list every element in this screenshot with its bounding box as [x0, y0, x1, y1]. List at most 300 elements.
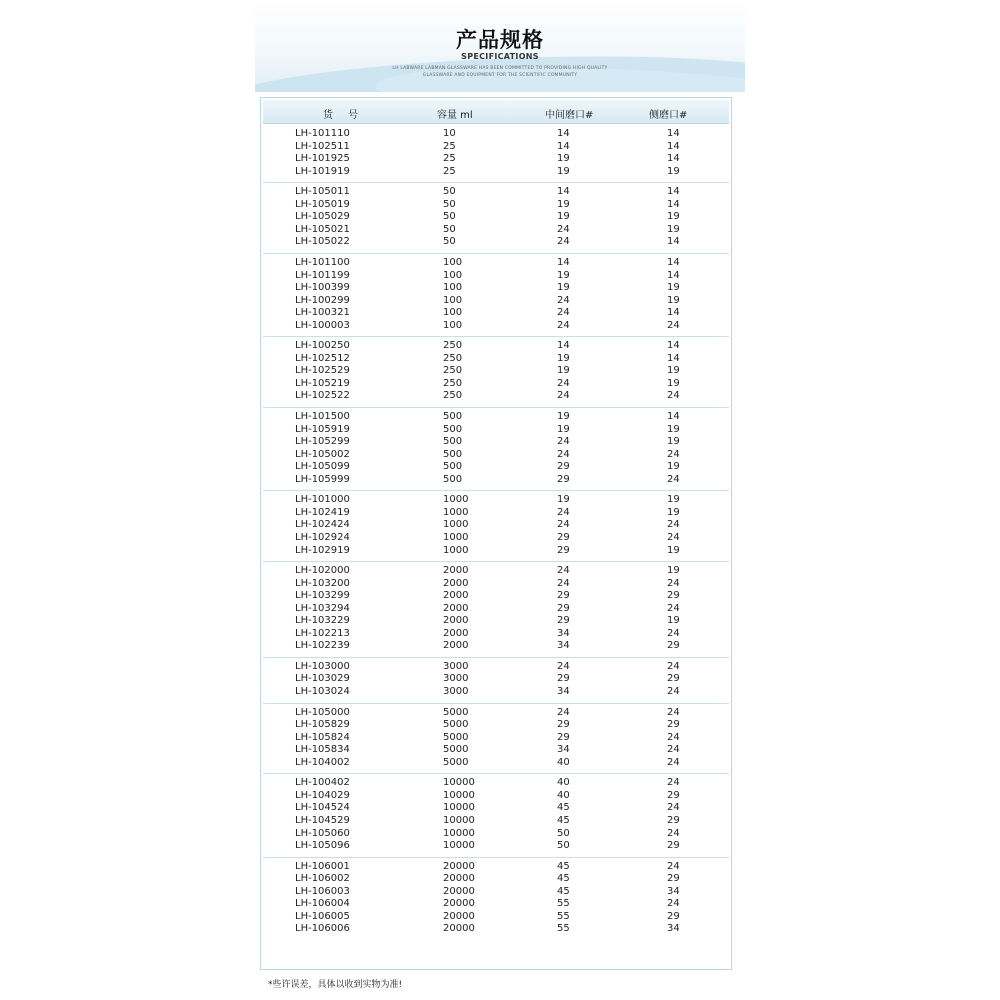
cell-center-joint: 14 [557, 256, 570, 268]
cell-item-number: LH-102000 [295, 565, 350, 577]
group-divider [263, 407, 729, 408]
cell-side-joint: 19 [667, 294, 680, 306]
table-header-row [263, 100, 729, 124]
table-row [261, 307, 731, 320]
cell-item-number: LH-102919 [295, 544, 350, 556]
cell-center-joint: 40 [557, 777, 570, 789]
cell-side-joint: 14 [667, 256, 680, 268]
cell-center-joint: 55 [557, 923, 570, 935]
cell-side-joint: 29 [667, 840, 680, 852]
cell-item-number: LH-105029 [295, 211, 350, 223]
table-row [261, 449, 731, 462]
table-row [261, 224, 731, 237]
cell-capacity: 25 [443, 165, 456, 177]
cell-side-joint: 19 [667, 365, 680, 377]
cell-capacity: 5000 [443, 744, 469, 756]
cell-side-joint: 24 [667, 827, 680, 839]
cell-side-joint: 19 [667, 506, 680, 518]
cell-center-joint: 50 [557, 827, 570, 839]
cell-side-joint: 14 [667, 140, 680, 152]
cell-center-joint: 19 [557, 423, 570, 435]
cell-capacity: 5000 [443, 731, 469, 743]
cell-item-number: LH-105000 [295, 706, 350, 718]
cell-capacity: 50 [443, 211, 456, 223]
table-row [261, 828, 731, 841]
cell-side-joint: 14 [667, 269, 680, 281]
cell-center-joint: 34 [557, 744, 570, 756]
cell-capacity: 5000 [443, 706, 469, 718]
column-header-side-joint: 侧磨口# [649, 110, 688, 121]
cell-item-number: LH-104002 [295, 756, 350, 768]
group-divider [263, 490, 729, 491]
cell-center-joint: 19 [557, 198, 570, 210]
cell-item-number: LH-105824 [295, 731, 350, 743]
footnote: *些许误差，具体以收到实物为准! [268, 980, 403, 990]
cell-center-joint: 24 [557, 706, 570, 718]
cell-side-joint: 24 [667, 731, 680, 743]
cell-side-joint: 24 [667, 602, 680, 614]
cell-side-joint: 14 [667, 236, 680, 248]
cell-capacity: 500 [443, 411, 463, 422]
cell-side-joint: 24 [667, 390, 680, 402]
table-row [261, 390, 731, 403]
cell-item-number: LH-105834 [295, 744, 350, 756]
cell-item-number: LH-103299 [295, 590, 350, 602]
cell-side-joint: 29 [667, 910, 680, 922]
cell-side-joint: 19 [667, 494, 680, 506]
cell-side-joint: 24 [667, 519, 680, 531]
cell-item-number: LH-100299 [295, 294, 350, 306]
cell-capacity: 250 [443, 390, 463, 402]
table-row [261, 320, 731, 333]
column-header-center-joint: 中间磨口# [545, 110, 594, 121]
cell-capacity: 1000 [443, 519, 469, 531]
cell-side-joint: 24 [667, 448, 680, 460]
cell-center-joint: 29 [557, 461, 570, 473]
cell-capacity: 250 [443, 377, 463, 389]
cell-capacity: 10000 [443, 827, 475, 839]
table-row [261, 211, 731, 224]
cell-center-joint: 24 [557, 436, 570, 448]
cell-capacity: 250 [443, 352, 463, 364]
cell-capacity: 1000 [443, 506, 469, 518]
cell-item-number: LH-102511 [295, 140, 350, 152]
cell-capacity: 1000 [443, 531, 469, 543]
cell-capacity: 10000 [443, 802, 475, 814]
cell-center-joint: 29 [557, 590, 570, 602]
cell-side-joint: 29 [667, 673, 680, 685]
cell-center-joint: 29 [557, 531, 570, 543]
cell-side-joint: 14 [667, 186, 680, 198]
cell-capacity: 100 [443, 282, 463, 294]
cell-side-joint: 24 [667, 660, 680, 672]
cell-capacity: 2000 [443, 627, 469, 639]
table-row [261, 199, 731, 212]
cell-center-joint: 29 [557, 473, 570, 485]
cell-side-joint: 29 [667, 640, 680, 652]
cell-item-number: LH-101919 [295, 165, 350, 177]
cell-center-joint: 19 [557, 365, 570, 377]
cell-center-joint: 55 [557, 910, 570, 922]
cell-capacity: 500 [443, 423, 463, 435]
cell-item-number: LH-101500 [295, 411, 350, 422]
cell-side-joint: 24 [667, 686, 680, 697]
table-row [261, 565, 731, 578]
cell-item-number: LH-105099 [295, 461, 350, 473]
cell-center-joint: 45 [557, 814, 570, 826]
cell-side-joint: 24 [667, 860, 680, 872]
cell-capacity: 100 [443, 294, 463, 306]
cell-capacity: 20000 [443, 910, 475, 922]
cell-center-joint: 50 [557, 840, 570, 852]
cell-capacity: 5000 [443, 719, 469, 731]
cell-center-joint: 24 [557, 236, 570, 248]
cell-item-number: LH-101000 [295, 494, 350, 506]
cell-center-joint: 19 [557, 211, 570, 223]
cell-item-number: LH-105019 [295, 198, 350, 210]
tagline-line-2: GLASSWARE AND EQUIPMENT FOR THE SCIENTIFIC COMMUNITY [422, 73, 578, 78]
cell-center-joint: 24 [557, 390, 570, 402]
cell-item-number: LH-100402 [295, 777, 350, 789]
table-row [261, 411, 731, 424]
cell-capacity: 10000 [443, 789, 475, 801]
cell-capacity: 2000 [443, 565, 469, 577]
cell-side-joint: 19 [667, 615, 680, 627]
cell-center-joint: 14 [557, 140, 570, 152]
cell-side-joint: 34 [667, 923, 680, 935]
cell-item-number: LH-103000 [295, 660, 350, 672]
group-divider [263, 657, 729, 658]
cell-item-number: LH-103029 [295, 673, 350, 685]
cell-side-joint: 29 [667, 590, 680, 602]
cell-capacity: 2000 [443, 590, 469, 602]
cell-item-number: LH-104029 [295, 789, 350, 801]
cell-item-number: LH-100399 [295, 282, 350, 294]
cell-capacity: 250 [443, 340, 463, 352]
cell-center-joint: 24 [557, 565, 570, 577]
cell-item-number: LH-106004 [295, 898, 350, 910]
cell-item-number: LH-105919 [295, 423, 350, 435]
cell-capacity: 10000 [443, 777, 475, 789]
table-row [261, 777, 731, 790]
cell-capacity: 50 [443, 223, 456, 235]
cell-item-number: LH-105002 [295, 448, 350, 460]
cell-capacity: 25 [443, 140, 456, 152]
cell-capacity: 500 [443, 448, 463, 460]
cell-side-joint: 19 [667, 565, 680, 577]
cell-side-joint: 14 [667, 198, 680, 210]
table-row [261, 166, 731, 179]
cell-side-joint: 19 [667, 377, 680, 389]
cell-item-number: LH-105011 [295, 186, 350, 198]
cell-item-number: LH-100250 [295, 340, 350, 352]
cell-capacity: 20000 [443, 860, 475, 872]
cell-item-number: LH-103294 [295, 602, 350, 614]
cell-capacity: 1000 [443, 494, 469, 506]
cell-capacity: 500 [443, 436, 463, 448]
cell-side-joint: 19 [667, 282, 680, 294]
table-row [261, 270, 731, 283]
cell-center-joint: 29 [557, 719, 570, 731]
cell-item-number: LH-102924 [295, 531, 350, 543]
cell-center-joint: 40 [557, 789, 570, 801]
cell-center-joint: 45 [557, 885, 570, 897]
cell-side-joint: 24 [667, 531, 680, 543]
cell-capacity: 50 [443, 198, 456, 210]
cell-center-joint: 24 [557, 319, 570, 331]
cell-item-number: LH-103024 [295, 686, 350, 697]
table-row [261, 640, 731, 653]
table-row [261, 295, 731, 308]
table-row [261, 186, 731, 199]
page-subtitle: SPECIFICATIONS [461, 52, 539, 61]
cell-side-joint: 14 [667, 128, 680, 139]
group-divider [263, 857, 729, 858]
cell-capacity: 2000 [443, 577, 469, 589]
tagline-line-1: LH LABWARE LABMAN GLASSWARE HAS BEEN COMMITTED TO PROVIDING HIGH QUALITY [392, 66, 608, 71]
table-row [261, 898, 731, 911]
cell-item-number: LH-104529 [295, 814, 350, 826]
table-row [261, 507, 731, 520]
cell-capacity: 100 [443, 307, 463, 319]
table-row [261, 802, 731, 815]
cell-capacity: 50 [443, 236, 456, 248]
cell-item-number: LH-103200 [295, 577, 350, 589]
cell-item-number: LH-105299 [295, 436, 350, 448]
cell-side-joint: 14 [667, 153, 680, 165]
table-row [261, 911, 731, 924]
cell-item-number: LH-101199 [295, 269, 350, 281]
cell-item-number: LH-104524 [295, 802, 350, 814]
cell-item-number: LH-100321 [295, 307, 350, 319]
cell-item-number: LH-102239 [295, 640, 350, 652]
table-row [261, 340, 731, 353]
table-row [261, 815, 731, 828]
cell-item-number: LH-105022 [295, 236, 350, 248]
cell-side-joint: 24 [667, 898, 680, 910]
cell-center-joint: 19 [557, 494, 570, 506]
cell-side-joint: 14 [667, 411, 680, 422]
column-header-capacity: 容量 ml [437, 110, 473, 121]
cell-side-joint: 14 [667, 307, 680, 319]
table-row [261, 719, 731, 732]
cell-capacity: 25 [443, 153, 456, 165]
cell-capacity: 20000 [443, 898, 475, 910]
table-row [261, 732, 731, 745]
cell-item-number: LH-103229 [295, 615, 350, 627]
cell-center-joint: 24 [557, 307, 570, 319]
cell-center-joint: 34 [557, 686, 570, 697]
table-row [261, 474, 731, 487]
table-row [261, 873, 731, 886]
cell-center-joint: 24 [557, 660, 570, 672]
group-divider [263, 561, 729, 562]
group-divider [263, 253, 729, 254]
group-divider [263, 773, 729, 774]
cell-side-joint: 24 [667, 627, 680, 639]
cell-item-number: LH-106005 [295, 910, 350, 922]
cell-side-joint: 24 [667, 577, 680, 589]
cell-item-number: LH-102213 [295, 627, 350, 639]
cell-side-joint: 14 [667, 340, 680, 352]
cell-center-joint: 19 [557, 269, 570, 281]
table-row [261, 861, 731, 874]
table-row [261, 461, 731, 474]
table-row [261, 353, 731, 366]
table-row [261, 378, 731, 391]
cell-center-joint: 19 [557, 153, 570, 165]
cell-capacity: 500 [443, 461, 463, 473]
cell-side-joint: 24 [667, 777, 680, 789]
cell-item-number: LH-101110 [295, 128, 350, 139]
cell-side-joint: 24 [667, 319, 680, 331]
cell-item-number: LH-105999 [295, 473, 350, 485]
cell-center-joint: 29 [557, 731, 570, 743]
table-row [261, 923, 731, 936]
cell-capacity: 2000 [443, 640, 469, 652]
cell-center-joint: 24 [557, 448, 570, 460]
table-row [261, 661, 731, 674]
cell-side-joint: 19 [667, 423, 680, 435]
cell-center-joint: 24 [557, 506, 570, 518]
cell-side-joint: 29 [667, 873, 680, 885]
cell-item-number: LH-105096 [295, 840, 350, 852]
cell-center-joint: 45 [557, 860, 570, 872]
cell-capacity: 100 [443, 269, 463, 281]
cell-item-number: LH-105021 [295, 223, 350, 235]
cell-side-joint: 24 [667, 756, 680, 768]
cell-side-joint: 29 [667, 719, 680, 731]
cell-item-number: LH-102529 [295, 365, 350, 377]
cell-capacity: 50 [443, 186, 456, 198]
cell-side-joint: 19 [667, 223, 680, 235]
table-row [261, 153, 731, 166]
cell-side-joint: 24 [667, 473, 680, 485]
cell-item-number: LH-106003 [295, 885, 350, 897]
table-row [261, 282, 731, 295]
cell-side-joint: 19 [667, 165, 680, 177]
cell-side-joint: 24 [667, 802, 680, 814]
table-row [261, 840, 731, 853]
cell-item-number: LH-105219 [295, 377, 350, 389]
table-row [261, 257, 731, 270]
cell-capacity: 5000 [443, 756, 469, 768]
column-header-item-number: 货 号 [323, 110, 365, 121]
table-row [261, 141, 731, 154]
cell-item-number: LH-101100 [295, 256, 350, 268]
table-row [261, 673, 731, 686]
table-row [261, 886, 731, 899]
group-divider [263, 336, 729, 337]
group-divider [263, 703, 729, 704]
cell-side-joint: 14 [667, 352, 680, 364]
cell-side-joint: 29 [667, 814, 680, 826]
table-row [261, 236, 731, 249]
cell-item-number: LH-100003 [295, 319, 350, 331]
cell-side-joint: 24 [667, 706, 680, 718]
cell-center-joint: 34 [557, 627, 570, 639]
cell-capacity: 20000 [443, 885, 475, 897]
cell-capacity: 10000 [443, 840, 475, 852]
table-row [261, 545, 731, 558]
cell-capacity: 20000 [443, 873, 475, 885]
cell-capacity: 10 [443, 128, 456, 139]
table-row [261, 424, 731, 437]
cell-item-number: LH-106001 [295, 860, 350, 872]
cell-center-joint: 55 [557, 898, 570, 910]
cell-item-number: LH-102424 [295, 519, 350, 531]
cell-center-joint: 24 [557, 577, 570, 589]
table-row [261, 494, 731, 507]
cell-center-joint: 29 [557, 544, 570, 556]
cell-center-joint: 24 [557, 519, 570, 531]
cell-capacity: 2000 [443, 615, 469, 627]
cell-center-joint: 45 [557, 873, 570, 885]
group-divider [263, 182, 729, 183]
cell-capacity: 10000 [443, 814, 475, 826]
cell-side-joint: 19 [667, 211, 680, 223]
table-row [261, 436, 731, 449]
cell-side-joint: 19 [667, 436, 680, 448]
cell-capacity: 100 [443, 256, 463, 268]
cell-capacity: 3000 [443, 660, 469, 672]
cell-center-joint: 19 [557, 165, 570, 177]
cell-item-number: LH-102512 [295, 352, 350, 364]
cell-item-number: LH-106006 [295, 923, 350, 935]
cell-item-number: LH-105829 [295, 719, 350, 731]
table-row [261, 365, 731, 378]
table-row [261, 590, 731, 603]
cell-center-joint: 29 [557, 602, 570, 614]
cell-center-joint: 24 [557, 294, 570, 306]
cell-center-joint: 19 [557, 282, 570, 294]
cell-side-joint: 24 [667, 744, 680, 756]
cell-center-joint: 34 [557, 640, 570, 652]
cell-center-joint: 14 [557, 340, 570, 352]
table-row [261, 532, 731, 545]
cell-center-joint: 19 [557, 352, 570, 364]
cell-center-joint: 45 [557, 802, 570, 814]
table-row [261, 686, 731, 699]
cell-center-joint: 29 [557, 673, 570, 685]
cell-item-number: LH-106002 [295, 873, 350, 885]
cell-item-number: LH-102522 [295, 390, 350, 402]
table-row [261, 744, 731, 757]
cell-center-joint: 19 [557, 411, 570, 422]
table-row [261, 128, 731, 141]
cell-capacity: 250 [443, 365, 463, 377]
cell-center-joint: 29 [557, 615, 570, 627]
cell-side-joint: 19 [667, 544, 680, 556]
cell-center-joint: 14 [557, 186, 570, 198]
cell-capacity: 500 [443, 473, 463, 485]
cell-item-number: LH-102419 [295, 506, 350, 518]
table-row [261, 707, 731, 720]
cell-capacity: 3000 [443, 686, 469, 697]
table-row [261, 757, 731, 770]
specification-table [260, 97, 732, 970]
cell-center-joint: 40 [557, 756, 570, 768]
cell-capacity: 20000 [443, 923, 475, 935]
cell-capacity: 100 [443, 319, 463, 331]
cell-capacity: 3000 [443, 673, 469, 685]
table-row [261, 615, 731, 628]
cell-center-joint: 24 [557, 223, 570, 235]
page-title: 产品规格 [456, 28, 544, 52]
cell-center-joint: 14 [557, 128, 570, 139]
cell-capacity: 1000 [443, 544, 469, 556]
cell-side-joint: 19 [667, 461, 680, 473]
